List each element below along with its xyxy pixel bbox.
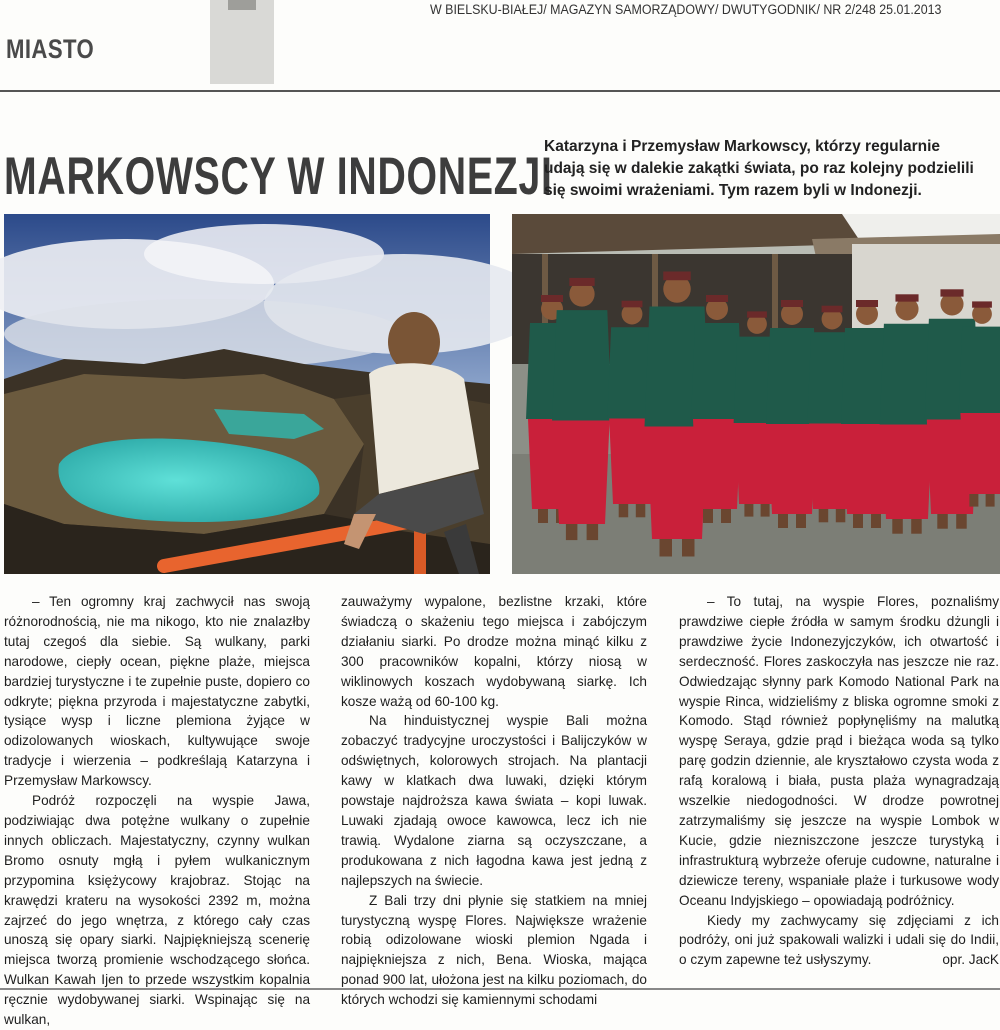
article-column-2 (341, 592, 647, 1010)
photo-bali-procession (512, 214, 1000, 574)
issue-line: W BIELSKU-BIAŁEJ/ MAGAZYN SAMORZĄDOWY/ DWUTYGODNIK/ NR 2/248 25.01.2013 (430, 2, 942, 17)
section-label: MIASTO (6, 34, 95, 64)
paragraph: – To tutaj, na wyspie Flores, poznaliśmy prawdziwe ciepłe źródła w samym środku dżungli i prawdziwe życie Indonezyjczyków, ich otwartość i serdeczność. Flores zaskoczyła nas jeszcze nie raz. Odwiedzając słynny park Komodo National Park na wyspie Rinca, widzieliśmy z bliska ogromne smoki z Komodo. Stąd również popłynęliśmy na malutką wyspę Seraya, gdzie prąd i bieżąca woda są tylko parę godzin dziennie, ale kryształowo czysta woda z rafą koralową i biała, pusta plaża wynagradzają wszelkie niedogodności. W drodze powrotnej zatrzymaliśmy się jeszcze na wyspie Lombok w Kucie, gdzie niezniszczone jeszcze turystyką i infrastrukturą wybrzeże oferuje cudowne, naturalne i dziewicze tereny, wspaniałe plaże i turkusowe wody Oceanu Indyjskiego – opowiadają podróżnicy. (679, 594, 999, 908)
footer-rule (0, 988, 1000, 990)
photo-crater-lake (4, 214, 490, 574)
header-rule (0, 90, 1000, 92)
article-title: MARKOWSCY W INDONEZJI (4, 147, 553, 206)
article-column-3 (679, 592, 999, 970)
paragraph: Na hinduistycznej wyspie Bali można zobaczyć tradycyjne uroczystości i Balijczyków w odświętnych, kolorowych strojach. Na plantacji kawy w klatkach dwa luwaki, dzięki którym powstaje najdroższa kawa świata – kopi luwak. Luwaki zjadają owoce kawowca, lecz ich nie trawią. Wydalone ziarna są oczyszczane, a produkowana z nich łagodna kawa jest jedną z najlepszych na świecie. (341, 713, 647, 888)
author-signature: opr. JacK (942, 952, 999, 968)
paragraph: zauważymy wypalone, bezlistne krzaki, które świadczą o skażeniu tego miejsca i zabójczym działaniu siarki. Po drodze można minąć kilku z 300 pracowników kopalni, którzy niosą w wiklinowych koszach wydobywaną siarkę. Ich kosze ważą od 60-100 kg. (341, 594, 647, 709)
paragraph: Z Bali trzy dni płynie się statkiem na mniej turystyczną wyspę Flores. Największe wrażenie robią odizolowane wioski plemion Ngada i najpiękniejsza z nich, Bena. Wioska, mająca ponad 900 lat, ułożona jest na kilku poziomach, do których wchodzi się kamiennymi schodami (341, 892, 647, 1008)
paragraph: Podróż rozpoczęli na wyspie Jawa, podziwiając dwa potężne wulkany o zupełnie innych obliczach. Majestatyczny, czynny wulkan Bromo osnuty mgłą i pyłem wulkanicznym przypomina księżycowy krajobraz. Stojąc na krawędzi krateru na wysokości 2392 m, można zajrzeć do jego wnętrza, z którego cały czas unoszą się opary siarki. Najpiękniejszą scenerię miejsca tworzą promienie wschodzącego słońca. Wulkan Kawah Ijen to przede wszystkim kopalnia ręcznie wydobywanej siarki. Wspinając się na wulkan, (4, 793, 310, 1028)
header-bar (0, 0, 1000, 92)
section-marker (210, 0, 274, 84)
article-column-1 (4, 592, 310, 1030)
article-lead: Katarzyna i Przemysław Markowscy, którzy regularnie udają się w dalekie zakątki świata, po raz kolejny podzielili się swoimi wrażeniami. Tym razem byli w Indonezji. (544, 138, 974, 199)
paragraph: Kiedy my zachwycamy się zdjęciami z ich podróży, oni już spakowali walizki i udali się do Indii, o czym zapewne też usłyszymy. (679, 912, 999, 968)
paragraph: – Ten ogromny kraj zachwycił nas swoją różnorodnością, nie ma nikogo, kto nie znalazłby tutaj czegoś dla siebie. Są wulkany, parki narodowe, ciepły ocean, piękne plaże, miejsca bardziej turystyczne i te zupełnie puste, dopiero co odkryte; piękna przyroda i majestatyczne zabytki, tysiące wysp i liczne plemiona żyjące w odizolowanych wioskach, kultywujące swoje tradycje i wierzenia – podkreślają Katarzyna i Przemysław Markowscy. (4, 594, 310, 789)
